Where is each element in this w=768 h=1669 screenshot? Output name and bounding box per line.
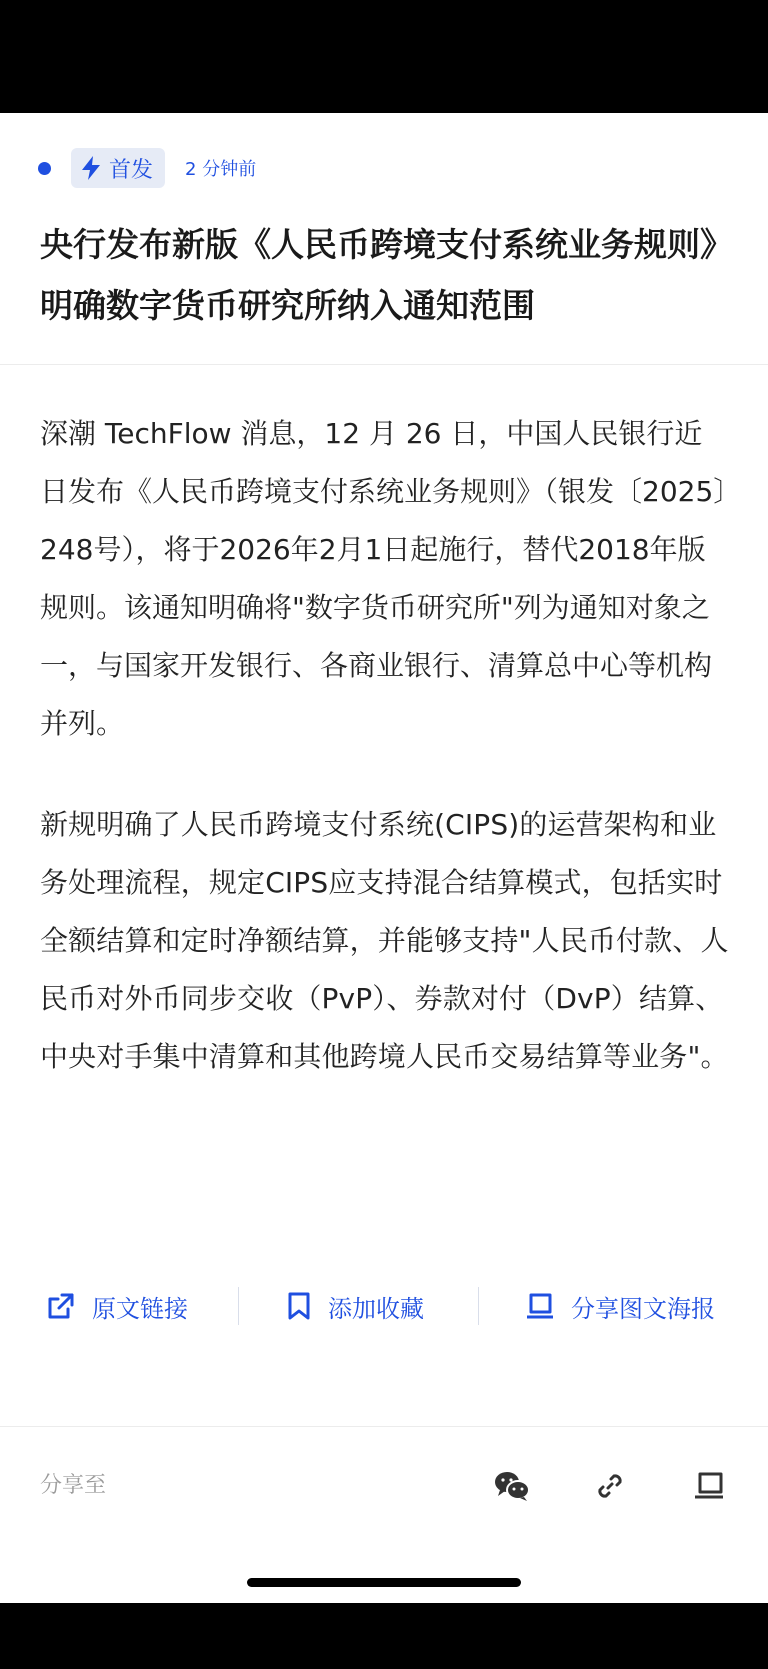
separator: [238, 1287, 239, 1325]
article-paragraph: 深潮 TechFlow 消息，12 月 26 日，中国人民银行近日发布《人民币跨境支付系统业务规则》（银发〔2025〕248号），将于2026年2月1日起施行，替代2018年版规则。该通知明确将"数字货币研究所"列为通知对象之一，与国家开发银行、各商业银行、清算总中心等机构并列。: [40, 417, 728, 740]
original-link-label: 原文链接: [92, 1294, 188, 1323]
wechat-icon: [494, 1470, 530, 1502]
add-favorite-label: 添加收藏: [328, 1294, 424, 1323]
article-paragraph: 新规明确了人民币跨境支付系统(CIPS)的运营架构和业务处理流程，规定CIPS应支持混合结算模式，包括实时全额结算和定时净额结算，并能够支持"人民币付款、人民币对外币同步交收（PvP）、券款对付（DvP）结算、中央对手集中清算和其他跨境人民币交易结算等业务"。: [40, 808, 729, 1073]
add-favorite-button[interactable]: [286, 1284, 424, 1328]
live-dot-icon: [38, 162, 51, 175]
share-poster-button[interactable]: [525, 1284, 715, 1328]
article-actions: [0, 1284, 768, 1328]
external-link-icon: [46, 1291, 76, 1321]
badge-label: 首发: [109, 157, 154, 183]
poster-icon: [693, 1471, 725, 1501]
original-link-button[interactable]: [46, 1284, 188, 1328]
status-bar: [0, 0, 768, 113]
bottom-black-bar: [0, 1603, 768, 1669]
link-icon: [595, 1471, 625, 1501]
bookmark-icon: [286, 1291, 312, 1321]
lightning-icon: [79, 155, 103, 181]
share-poster-label: 分享图文海报: [571, 1294, 715, 1323]
divider: [0, 1426, 768, 1427]
share-to-label: 分享至: [40, 1473, 107, 1498]
first-release-badge: [71, 148, 165, 188]
divider: [0, 364, 768, 365]
article-title: 央行发布新版《人民币跨境支付系统业务规则》明确数字货币研究所纳入通知范围: [40, 225, 717, 325]
share-wechat-button[interactable]: [494, 1468, 530, 1504]
home-indicator[interactable]: [247, 1578, 521, 1587]
copy-link-button[interactable]: [592, 1468, 628, 1504]
poster-icon: [525, 1291, 555, 1321]
article-meta: [38, 148, 256, 188]
share-poster-icon-button[interactable]: [691, 1468, 727, 1504]
publish-time: 2 分钟前: [185, 159, 257, 180]
separator: [478, 1287, 479, 1325]
